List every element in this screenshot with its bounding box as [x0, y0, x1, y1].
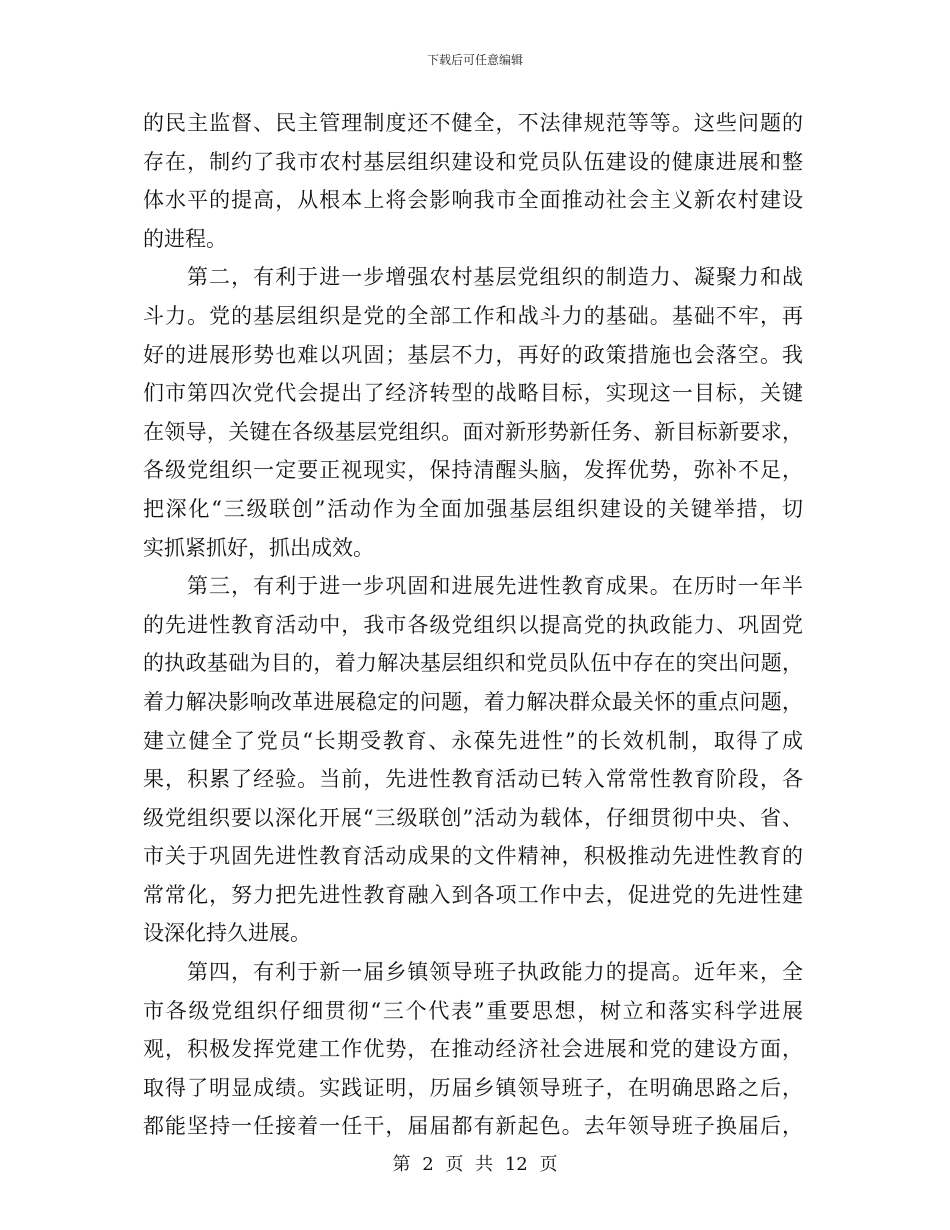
text-line: 取得了明显成绩。实践证明，历届乡镇领导班子，在明确思路之后，: [143, 1075, 803, 1100]
text-line: 实抓紧抓好，抓出成效。: [143, 535, 374, 560]
text-line: 的执政基础为目的，着力解决基层组织和党员队伍中存在的突出问题，: [143, 651, 803, 676]
text-line: 建立健全了党员“长期受教育、永葆先进性”的长效机制，取得了成: [143, 728, 803, 753]
text-line: 市关于巩固先进性教育活动成果的文件精神，积极推动先进性教育的: [143, 844, 803, 869]
page-number: 第 2 页 共 12 页: [392, 1154, 558, 1175]
text-line: 们市第四次党代会提出了经济转型的战略目标，实现这一目标，关键: [143, 381, 803, 406]
paragraph-start-line: 第三，有利于进一步巩固和进展先进性教育成果。在历时一年半: [187, 574, 803, 599]
text-line: 级党组织要以深化开展“三级联创”活动为载体，仔细贯彻中央、省、: [143, 805, 803, 830]
text-line: 设深化持久进展。: [143, 921, 311, 946]
text-line: 观，积极发挥党建工作优势，在推动经济社会进展和党的建设方面，: [143, 1037, 803, 1062]
text-line: 都能坚持一任接着一任干，届届都有新起色。去年领导班子换届后，: [143, 1114, 803, 1139]
document-body: [143, 104, 803, 1146]
text-line: 好的进展形势也难以巩固；基层不力，再好的政策措施也会落空。我: [143, 342, 803, 367]
text-line: 存在，制约了我市农村基层组织建设和党员队伍建设的健康进展和整: [143, 149, 803, 174]
paragraph-start-line: 第二，有利于进一步增强农村基层党组织的制造力、凝聚力和战: [187, 265, 803, 290]
text-line: 市各级党组织仔细贯彻“三个代表”重要思想，树立和落实科学进展: [143, 998, 803, 1023]
text-line: 各级党组织一定要正视现实，保持清醒头脑，发挥优势，弥补不足，: [143, 458, 803, 483]
text-line: 在领导，关键在各级基层党组织。面对新形势新任务、新目标新要求，: [143, 419, 803, 444]
paragraph-start-line: 第四，有利于新一届乡镇领导班子执政能力的提高。近年来，全: [187, 960, 803, 985]
text-line: 果，积累了经验。当前，先进性教育活动已转入常常性教育阶段，各: [143, 767, 803, 792]
text-line: 斗力。党的基层组织是党的全部工作和战斗力的基础。基础不牢，再: [143, 303, 803, 328]
text-line: 的进程。: [143, 226, 227, 251]
text-line: 的先进性教育活动中，我市各级党组织以提高党的执政能力、巩固党: [143, 612, 803, 637]
text-line: 把深化“三级联创”活动作为全面加强基层组织建设的关键举措，切: [143, 496, 803, 521]
text-line: 的民主监督、民主管理制度还不健全，不法律规范等等。这些问题的: [143, 111, 803, 135]
text-line: 着力解决影响改革进展稳定的问题，着力解决群众最关怀的重点问题，: [143, 689, 803, 714]
page-header-note: 下载后可任意编辑: [426, 53, 523, 67]
text-line: 常常化，努力把先进性教育融入到各项工作中去，促进党的先进性建: [143, 882, 803, 907]
text-line: 体水平的提高，从根本上将会影响我市全面推动社会主义新农村建设: [143, 188, 803, 213]
